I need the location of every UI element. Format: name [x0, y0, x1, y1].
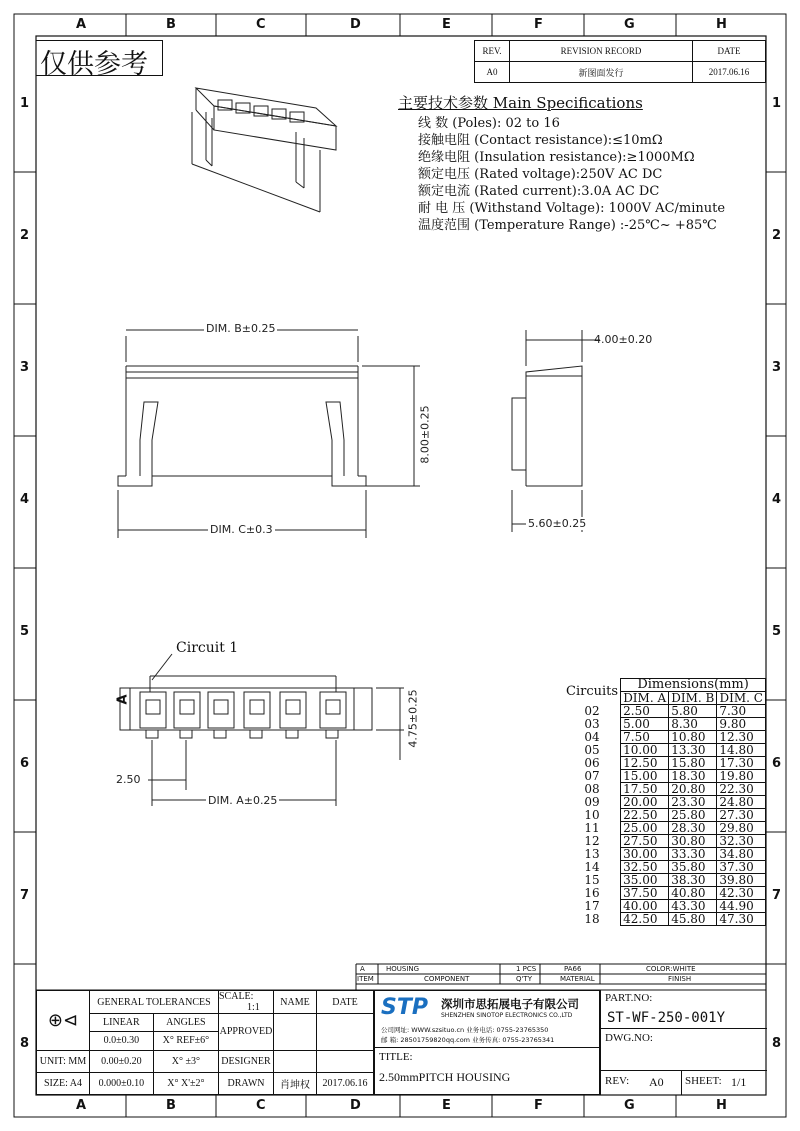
circuit-count-cell: 13: [584, 847, 600, 861]
drawn-date: 2017.06.16: [317, 1072, 374, 1094]
zone-ticks: [14, 14, 786, 1117]
dim-value-cell: 2.50: [621, 705, 669, 718]
dimensions-header: Dimensions(mm): [621, 679, 766, 692]
dim-value-cell: 37.30: [717, 861, 766, 874]
spec-line-contact: 接触电阻 (Contact resistance):≤10mΩ: [418, 133, 663, 148]
designer-name: [274, 1050, 317, 1072]
circuit-count-cell: 11: [584, 821, 600, 835]
drawn-label: DRAWN: [219, 1072, 274, 1094]
angle-tol-2: X° ±3°: [153, 1050, 218, 1072]
zone-col-d-top: D: [350, 17, 361, 32]
dim-table-row: [564, 848, 766, 861]
col-header-dim-c: DIM. C: [717, 692, 766, 705]
circuit-count-cell: 09: [584, 795, 600, 809]
circuit-1-label: Circuit 1: [176, 640, 239, 656]
zone-col-b-bottom: B: [166, 1098, 176, 1113]
bottom-height-label: 4.75±0.25: [406, 689, 420, 748]
zone-row-1-right: 1: [772, 96, 782, 111]
dim-table-row: [564, 744, 766, 757]
dim-value-cell: 40.00: [621, 900, 669, 913]
rev-label: REV:: [605, 1075, 630, 1087]
circuit-count-cell: 07: [584, 769, 600, 783]
dim-value-cell: 42.50: [621, 913, 669, 926]
dim-value-cell: 10.80: [669, 731, 717, 744]
scale-cell: [219, 991, 274, 1014]
dim-table-row: [564, 913, 766, 926]
zone-row-2-left: 2: [20, 228, 30, 243]
dim-value-cell: 32.50: [621, 861, 669, 874]
dim-value-cell: 27.50: [621, 835, 669, 848]
zone-col-e-bottom: E: [442, 1098, 451, 1113]
reference-stamp-text: 仅供参考: [40, 49, 148, 80]
side-top-label: 4.00±0.20: [594, 333, 653, 346]
part-label: PART.NO:: [605, 992, 653, 1004]
height-label: 8.00±0.25: [418, 405, 432, 464]
zone-row-7-right: 7: [772, 888, 782, 903]
revision-record-header: REVISION RECORD: [510, 41, 693, 62]
dim-value-cell: 10.00: [621, 744, 669, 757]
bom-item: A: [360, 965, 365, 973]
dim-c-label: DIM. C±0.3: [210, 523, 273, 536]
part-value: ST-WF-250-001Y: [607, 1010, 726, 1026]
circuit-count-cell: 08: [584, 782, 600, 796]
spec-line-temperature: 温度范围 (Temperature Range) :-25℃~ +85℃: [418, 218, 717, 233]
bom-finish: COLOR:WHITE: [646, 965, 696, 973]
dim-value-cell: 43.30: [669, 900, 717, 913]
dim-value-cell: 23.30: [669, 796, 717, 809]
spec-line-insulation: 绝缘电阻 (Insulation resistance):≥1000MΩ: [418, 150, 695, 165]
dim-value-cell: 12.50: [621, 757, 669, 770]
dim-table-row: [564, 900, 766, 913]
bom-header-finish: FINISH: [668, 975, 692, 983]
spec-line-current: 额定电流 (Rated current):3.0A AC DC: [418, 184, 660, 199]
zone-col-g-top: G: [624, 17, 635, 32]
date-header: DATE: [693, 41, 766, 62]
dim-value-cell: 38.30: [669, 874, 717, 887]
sheet-value: 1/1: [731, 1075, 747, 1089]
spec-line-poles: 线 数 (Poles): 02 to 16: [418, 116, 560, 131]
dim-b-label: DIM. B±0.25: [206, 322, 276, 335]
dim-value-cell: 32.30: [717, 835, 766, 848]
size-label: SIZE: A4: [37, 1072, 90, 1094]
date-label: DATE: [317, 991, 374, 1014]
company-logo: STP: [381, 995, 428, 1020]
zone-col-h-bottom: H: [716, 1098, 727, 1113]
dim-a-label: DIM. A±0.25: [208, 794, 278, 807]
bom-header-qty: Q'TY: [516, 975, 532, 983]
zone-col-g-bottom: G: [624, 1098, 635, 1113]
dim-value-cell: 35.80: [669, 861, 717, 874]
company-block: [374, 990, 600, 1048]
dwg-label: DWG.NO:: [605, 1032, 653, 1044]
zone-col-e-top: E: [442, 17, 451, 32]
sheet-label: SHEET:: [685, 1075, 722, 1087]
circuit-count-cell: 10: [584, 808, 600, 822]
dim-value-cell: 44.90: [717, 900, 766, 913]
zone-row-7-left: 7: [20, 888, 30, 903]
dim-value-cell: 14.80: [717, 744, 766, 757]
zone-col-d-bottom: D: [350, 1098, 361, 1113]
col-header-dim-b: DIM. B: [669, 692, 717, 705]
dim-value-cell: 18.30: [669, 770, 717, 783]
zone-row-3-left: 3: [20, 360, 30, 375]
dim-table-row: [564, 887, 766, 900]
dim-value-cell: 24.80: [717, 796, 766, 809]
linear-label: LINEAR: [90, 1014, 154, 1032]
rev-header: REV.: [475, 41, 510, 62]
dim-value-cell: 33.30: [669, 848, 717, 861]
general-tolerances-label: GENERAL TOLERANCES: [90, 991, 219, 1014]
dimensions-table: [564, 678, 766, 926]
dim-value-cell: 5.00: [621, 718, 669, 731]
dim-table-row: [564, 796, 766, 809]
rev-divider: [601, 1070, 767, 1071]
circuit-count-cell: 18: [584, 912, 600, 926]
company-name-cn: 深圳市思拓展电子有限公司: [441, 997, 579, 1011]
rev-value: A0: [475, 62, 510, 83]
angle-tol-3: X° X'±2°: [153, 1072, 218, 1094]
circuit-count-cell: 06: [584, 756, 600, 770]
dim-value-cell: 7.50: [621, 731, 669, 744]
dim-table-row: [564, 705, 766, 718]
dim-value-cell: 9.80: [717, 718, 766, 731]
scale-value: 1:1: [247, 1002, 260, 1013]
approved-name: [274, 1014, 317, 1050]
zone-row-5-right: 5: [772, 624, 782, 639]
dim-value-cell: 37.50: [621, 887, 669, 900]
dim-value-cell: 35.00: [621, 874, 669, 887]
spec-line-voltage: 额定电压 (Rated voltage):250V AC DC: [418, 167, 663, 182]
side-view: [512, 330, 600, 532]
title-cell: [374, 1048, 600, 1095]
zone-col-h-top: H: [716, 17, 727, 32]
dim-value-cell: 30.80: [669, 835, 717, 848]
approved-label: APPROVED: [219, 1014, 274, 1050]
unit-label: UNIT: MM: [37, 1050, 90, 1072]
linear-tol-3: 0.000±0.10: [90, 1072, 154, 1094]
side-bottom-label: 5.60±0.25: [528, 517, 587, 530]
zone-row-8-right: 8: [772, 1036, 782, 1051]
dim-value-cell: 29.80: [717, 822, 766, 835]
name-label: NAME: [274, 991, 317, 1014]
dim-value-cell: 19.80: [717, 770, 766, 783]
isometric-housing-view: [192, 88, 336, 212]
front-view: [118, 330, 420, 538]
circuit-count-cell: 15: [584, 873, 600, 887]
dim-value-cell: 22.30: [717, 783, 766, 796]
angle-tol-1: X° REF±6°: [153, 1032, 218, 1050]
company-name-en: SHENZHEN SINOTOP ELECTRONICS CO.,LTD: [441, 1012, 573, 1019]
dim-table-row: [564, 783, 766, 796]
dim-value-cell: 25.80: [669, 809, 717, 822]
dim-table-row: [564, 835, 766, 848]
tolerance-block: [36, 990, 374, 1095]
zone-col-a-bottom: A: [76, 1098, 87, 1113]
part-divider: [601, 1028, 767, 1029]
linear-tol-2: 0.00±0.20: [90, 1050, 154, 1072]
dim-value-cell: 15.80: [669, 757, 717, 770]
reference-stamp: [36, 40, 163, 80]
drawn-name: 肖坤权: [274, 1072, 317, 1094]
dim-value-cell: 39.80: [717, 874, 766, 887]
company-contact-1: 公司网址: WWW.szsituo.cn 业务电话: 0755-23765350: [381, 1026, 549, 1034]
revision-table: [474, 40, 766, 83]
zone-row-6-left: 6: [20, 756, 30, 771]
revision-date-value: 2017.06.16: [693, 62, 766, 83]
dim-value-cell: 30.00: [621, 848, 669, 861]
zone-row-6-right: 6: [772, 756, 782, 771]
zone-row-2-right: 2: [772, 228, 782, 243]
dim-table-row: [564, 861, 766, 874]
bom-header-item: ITEM: [357, 975, 374, 983]
dim-value-cell: 47.30: [717, 913, 766, 926]
bom-qty: 1 PCS: [516, 965, 537, 973]
dim-value-cell: 27.30: [717, 809, 766, 822]
zone-row-8-left: 8: [20, 1036, 30, 1051]
designer-label: DESIGNER: [219, 1050, 274, 1072]
dim-value-cell: 5.80: [669, 705, 717, 718]
dim-value-cell: 8.30: [669, 718, 717, 731]
zone-row-4-left: 4: [20, 492, 30, 507]
dim-value-cell: 7.30: [717, 705, 766, 718]
bom-header-component: COMPONENT: [424, 975, 470, 983]
rev-number: A0: [649, 1075, 664, 1089]
projection-symbol-icon: ⊕⊲: [37, 991, 90, 1051]
a-marker-label: A: [115, 694, 131, 705]
circuit-count-cell: 02: [584, 704, 600, 718]
col-header-dim-a: DIM. A: [621, 692, 669, 705]
dim-table-row: [564, 731, 766, 744]
zone-col-c-bottom: C: [256, 1098, 266, 1113]
dim-value-cell: 42.30: [717, 887, 766, 900]
dim-value-cell: 13.30: [669, 744, 717, 757]
company-contact-2: 邮 箱: 28501759820qq.com 业务传真: 0755-23765341: [381, 1036, 555, 1044]
linear-tol-1: 0.0±0.30: [90, 1032, 154, 1050]
sheet-divider: [681, 1070, 682, 1095]
zone-row-3-right: 3: [772, 360, 782, 375]
part-block: [600, 990, 766, 1095]
circuit-count-cell: 16: [584, 886, 600, 900]
dim-value-cell: 34.80: [717, 848, 766, 861]
specs-title: 主要技术参数 Main Specifications: [398, 94, 643, 112]
zone-row-5-left: 5: [20, 624, 30, 639]
bom-component: HOUSING: [386, 965, 420, 973]
dim-value-cell: 28.30: [669, 822, 717, 835]
circuit-count-cell: 12: [584, 834, 600, 848]
circuits-header: Circuits: [566, 683, 619, 699]
spec-line-withstand: 耐 电 压 (Withstand Voltage): 1000V AC/minute: [418, 201, 726, 216]
dim-value-cell: 40.80: [669, 887, 717, 900]
dim-value-cell: 17.50: [621, 783, 669, 796]
zone-col-c-top: C: [256, 17, 266, 32]
bom-material: PA66: [564, 965, 582, 973]
dim-value-cell: 20.00: [621, 796, 669, 809]
dim-table-row: [564, 822, 766, 835]
title-label: TITLE:: [379, 1051, 413, 1063]
circuit-count-cell: 17: [584, 899, 600, 913]
zone-row-1-left: 1: [20, 96, 30, 111]
title-value: 2.50mmPITCH HOUSING: [379, 1070, 511, 1084]
circuit-count-cell: 04: [584, 730, 600, 744]
outer-border: [14, 14, 786, 1117]
pitch-label: 2.50: [116, 773, 141, 786]
scale-label: SCALE:: [219, 991, 254, 1002]
bottom-view: [120, 654, 404, 806]
dim-value-cell: 12.30: [717, 731, 766, 744]
bom-header-material: MATERIAL: [560, 975, 595, 983]
zone-col-f-bottom: F: [534, 1098, 543, 1113]
approved-date: [317, 1014, 374, 1050]
dim-value-cell: 45.80: [669, 913, 717, 926]
dim-table-row: [564, 757, 766, 770]
circuit-count-cell: 03: [584, 717, 600, 731]
dim-value-cell: 20.80: [669, 783, 717, 796]
dim-table-row: [564, 718, 766, 731]
dimensions-table-body: [564, 705, 766, 926]
zone-row-4-right: 4: [772, 492, 782, 507]
dim-table-row: [564, 874, 766, 887]
circuit-count-cell: 14: [584, 860, 600, 874]
dim-value-cell: 22.50: [621, 809, 669, 822]
zone-col-a-top: A: [76, 17, 87, 32]
dim-value-cell: 17.30: [717, 757, 766, 770]
dim-value-cell: 15.00: [621, 770, 669, 783]
dim-table-row: [564, 809, 766, 822]
designer-date: [317, 1050, 374, 1072]
dim-table-row: [564, 770, 766, 783]
revision-record-value: 新图面发行: [510, 62, 693, 83]
circuit-count-cell: 05: [584, 743, 600, 757]
angles-label: ANGLES: [153, 1014, 218, 1032]
zone-col-f-top: F: [534, 17, 543, 32]
dim-value-cell: 25.00: [621, 822, 669, 835]
zone-col-b-top: B: [166, 17, 176, 32]
